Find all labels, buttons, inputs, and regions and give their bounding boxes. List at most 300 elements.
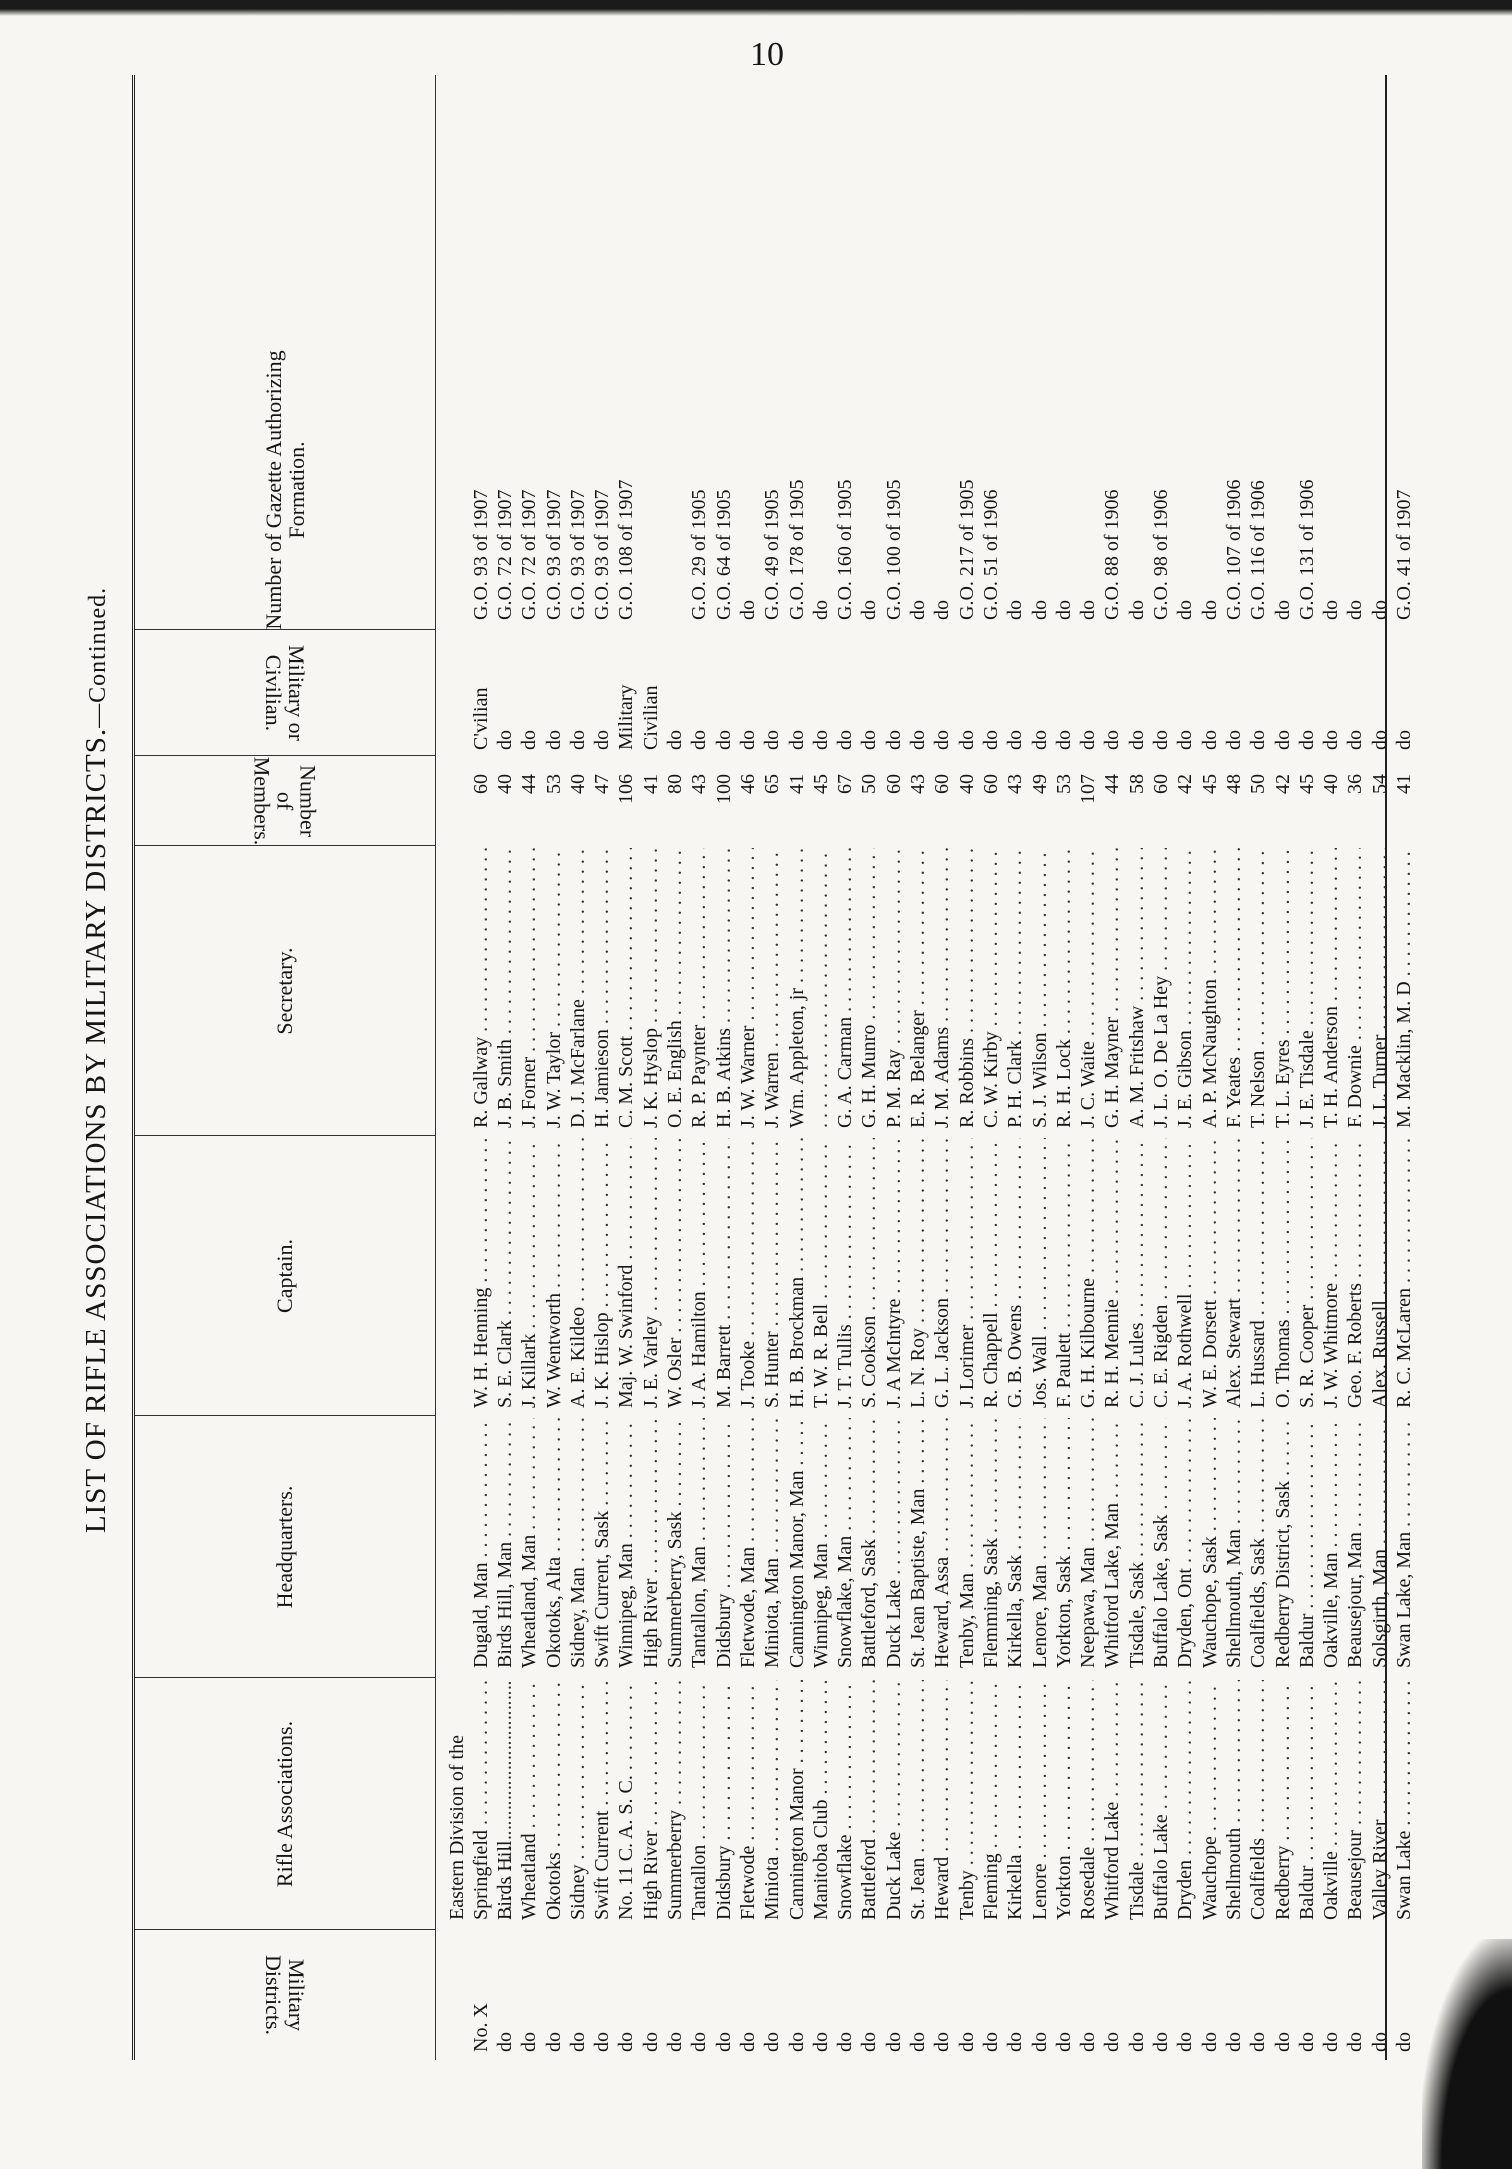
headquarters-cell: Oakville, Man . . . bbox=[1319, 1418, 1343, 1668]
secretary-cell: T. Nelson . . . bbox=[1246, 848, 1270, 1128]
headquarters-cell: Swift Current, Sask . . . bbox=[590, 1418, 614, 1668]
secretary-cell: F. Downie . . . bbox=[1343, 848, 1367, 1128]
headquarters-cell: Baldur . . . bbox=[1295, 1418, 1319, 1668]
captain-cell: J. A. Hamilton . . . bbox=[687, 1138, 711, 1408]
district-cell: do bbox=[688, 2032, 711, 2052]
military-civilian-cell: do bbox=[1295, 730, 1318, 750]
members-cell: 60 bbox=[882, 774, 905, 794]
members-cell: 46 bbox=[736, 774, 759, 794]
district-cell: do bbox=[1004, 2032, 1027, 2052]
table-row bbox=[1076, 75, 1100, 2060]
district-cell: do bbox=[542, 2032, 565, 2052]
table-row bbox=[1271, 75, 1295, 2060]
captain-cell: J. Killark . . . bbox=[517, 1138, 541, 1408]
table-row bbox=[1100, 75, 1124, 2060]
headquarters-cell: Snowflake, Man . . . bbox=[833, 1418, 857, 1668]
district-cell: do bbox=[664, 2032, 687, 2052]
association-cell: Wauchope . . . bbox=[1198, 1680, 1222, 1920]
military-civilian-cell: do bbox=[664, 730, 687, 750]
secretary-cell: A. M. Fritshaw . . . bbox=[1125, 848, 1149, 1128]
military-civilian-cell: C'vilian bbox=[470, 687, 492, 750]
military-civilian-cell: do bbox=[518, 730, 541, 750]
members-cell: 106 bbox=[615, 774, 638, 804]
gazette-cell: G.O. 108 of 1907 bbox=[615, 479, 638, 620]
members-cell: 53 bbox=[1052, 774, 1075, 794]
secretary-cell: E. R. Belanger . . . bbox=[906, 848, 930, 1128]
secretary-cell: G. H. Munro . . . bbox=[857, 848, 881, 1128]
table-body bbox=[445, 75, 1416, 2060]
captain-cell: J. W. Whitmore . . . bbox=[1319, 1138, 1343, 1408]
captain-cell: J. K. Hislop . . . bbox=[590, 1138, 614, 1408]
gazette-cell: G.O. 107 of 1906 bbox=[1222, 479, 1245, 620]
headquarters-cell: Wauchope, Sask . . . bbox=[1198, 1418, 1222, 1668]
captain-cell: C. J. Lules . . . bbox=[1125, 1138, 1149, 1408]
gazette-cell: G.O. 64 of 1905 bbox=[712, 489, 735, 620]
association-cell: St. Jean . . . bbox=[906, 1680, 930, 1920]
district-cell: do bbox=[736, 2032, 759, 2052]
military-civilian-cell: do bbox=[566, 730, 589, 750]
gazette-cell: do bbox=[1344, 600, 1367, 620]
header-number-of-members: Number of Members. bbox=[135, 755, 435, 846]
page-number: 10 bbox=[750, 36, 784, 73]
headquarters-cell: Swan Lake, Man . . . bbox=[1392, 1418, 1416, 1668]
association-cell: Yorkton . . . bbox=[1052, 1680, 1076, 1920]
secretary-cell: C. M. Scott . . . bbox=[614, 848, 638, 1128]
district-cell: do bbox=[1052, 2032, 1075, 2052]
title-suffix: —Continued. bbox=[85, 586, 111, 728]
members-cell: 65 bbox=[761, 774, 784, 794]
military-civilian-cell: do bbox=[1368, 730, 1391, 750]
association-cell: Wheatland . . . bbox=[517, 1680, 541, 1920]
table-row bbox=[663, 75, 687, 2060]
secretary-cell: C. W. Kirby . . . bbox=[979, 848, 1003, 1128]
secretary-cell: J. M. Adams . . . bbox=[930, 848, 954, 1128]
headquarters-cell: Cannington Manor, Man . . . bbox=[785, 1418, 809, 1668]
captain-cell: M. Barrett . . . bbox=[712, 1138, 736, 1408]
headquarters-cell: Neepawa, Man . . . bbox=[1076, 1418, 1100, 1668]
district-cell: do bbox=[1150, 2032, 1173, 2052]
headquarters-cell: Battleford, Sask . . . bbox=[857, 1418, 881, 1668]
captain-cell: Maj. W. Swinford . . . bbox=[614, 1138, 638, 1408]
military-civilian-cell: do bbox=[1125, 730, 1148, 750]
headquarters-cell: Tenby, Man . . . bbox=[955, 1418, 979, 1668]
district-cell: do bbox=[591, 2032, 614, 2052]
military-civilian-cell: do bbox=[688, 730, 711, 750]
members-cell: 60 bbox=[979, 774, 1002, 794]
secretary-cell: A. P. McNaughton . . . bbox=[1198, 848, 1222, 1128]
association-cell: No. 11 C. A. S. C. . . . bbox=[614, 1680, 638, 1920]
secretary-cell: D. J. McFarlane . . . bbox=[566, 848, 590, 1128]
members-cell: 40 bbox=[955, 774, 978, 794]
military-civilian-cell: do bbox=[907, 730, 930, 750]
association-cell: Manitoba Club . . . bbox=[809, 1680, 833, 1920]
captain-cell: Jos. Wall . . . bbox=[1028, 1138, 1052, 1408]
district-cell: do bbox=[1271, 2032, 1294, 2052]
association-cell: Dryden . . . bbox=[1173, 1680, 1197, 1920]
header-secretary: Secretary. bbox=[135, 845, 435, 1136]
members-cell: 54 bbox=[1368, 774, 1391, 794]
gazette-cell: G.O. 217 of 1905 bbox=[955, 479, 978, 620]
association-cell: Eastern Division of the Springfield . . . bbox=[445, 1680, 517, 1920]
table-row bbox=[1003, 75, 1027, 2060]
association-cell: Didsbury . . . bbox=[712, 1680, 736, 1920]
military-civilian-cell: do bbox=[542, 730, 565, 750]
headquarters-cell: Birds Hill, Man . . . bbox=[493, 1418, 517, 1668]
gazette-cell: G.O. 100 of 1905 bbox=[882, 479, 905, 620]
secretary-cell: F. Yeates . . . bbox=[1222, 848, 1246, 1128]
headquarters-cell: Wheatland, Man . . . bbox=[517, 1418, 541, 1668]
page-edge-shadow bbox=[0, 0, 1512, 16]
members-cell: 45 bbox=[809, 774, 832, 794]
members-cell: 44 bbox=[1101, 774, 1124, 794]
military-civilian-cell: do bbox=[931, 730, 954, 750]
gazette-cell: G.O. 93 of 1907 bbox=[591, 489, 614, 620]
gazette-cell: do bbox=[858, 600, 881, 620]
members-cell: 107 bbox=[1077, 774, 1100, 804]
captain-cell: S. Cookson . . . bbox=[857, 1138, 881, 1408]
military-civilian-cell: do bbox=[1052, 730, 1075, 750]
gazette-cell: G.O. 72 of 1907 bbox=[494, 489, 516, 620]
title-text: LIST OF RIFLE ASSOCIATIONS BY MILITARY DISTRICTS. bbox=[80, 727, 112, 1534]
gazette-cell: do bbox=[809, 600, 832, 620]
headquarters-cell: Sidney, Man . . . bbox=[566, 1418, 590, 1668]
military-civilian-cell: do bbox=[1320, 730, 1343, 750]
captain-cell: G. L. Jackson . . . bbox=[930, 1138, 954, 1408]
headquarters-cell: Flemming, Sask . . . bbox=[979, 1418, 1003, 1668]
association-cell: Shellmouth . . . bbox=[1222, 1680, 1246, 1920]
table-row bbox=[542, 75, 566, 2060]
district-cell: do bbox=[858, 2032, 881, 2052]
district-cell: do bbox=[979, 2032, 1002, 2052]
district-cell: do bbox=[785, 2032, 808, 2052]
gazette-cell: G.O. 41 of 1907 bbox=[1392, 489, 1415, 620]
district-cell: do bbox=[1222, 2032, 1245, 2052]
district-cell: do bbox=[761, 2032, 784, 2052]
captain-cell: R. Chappell . . . bbox=[979, 1138, 1003, 1408]
association-cell: Fletwode . . . bbox=[736, 1680, 760, 1920]
members-cell: 41 bbox=[1392, 774, 1415, 794]
members-cell: 47 bbox=[591, 774, 614, 794]
district-cell: do bbox=[1028, 2032, 1051, 2052]
table-row bbox=[760, 75, 784, 2060]
gazette-cell: G.O. 72 of 1907 bbox=[518, 489, 541, 620]
secretary-cell: O. E. English . . . bbox=[663, 848, 687, 1128]
captain-cell: Alex. Russell . . . bbox=[1368, 1138, 1392, 1408]
association-cell: Fleming . . . bbox=[979, 1680, 1003, 1920]
table-row bbox=[736, 75, 760, 2060]
district-cell: do bbox=[1174, 2032, 1197, 2052]
table-row bbox=[882, 75, 906, 2060]
table-row bbox=[1343, 75, 1367, 2060]
association-cell: Miniota . . . bbox=[760, 1680, 784, 1920]
military-civilian-cell: do bbox=[1028, 730, 1051, 750]
association-cell: Okotoks . . . bbox=[542, 1680, 566, 1920]
table-row bbox=[785, 75, 809, 2060]
district-cell: do bbox=[1125, 2032, 1148, 2052]
association-cell: Duck Lake . . . bbox=[882, 1680, 906, 1920]
table-row bbox=[1319, 75, 1343, 2060]
military-civilian-cell: do bbox=[979, 730, 1002, 750]
gazette-cell: G.O. 93 of 1907 bbox=[542, 489, 565, 620]
association-cell: Tenby . . . bbox=[955, 1680, 979, 1920]
military-civilian-cell: do bbox=[1222, 730, 1245, 750]
secretary-cell: R. Robbins . . . bbox=[955, 848, 979, 1128]
military-civilian-cell: do bbox=[834, 730, 857, 750]
captain-cell: S. Hunter . . . bbox=[760, 1138, 784, 1408]
members-cell: 45 bbox=[1198, 774, 1221, 794]
members-cell: 43 bbox=[907, 774, 930, 794]
captain-cell: J. T. Tullis . . . bbox=[833, 1138, 857, 1408]
district-cell: do bbox=[931, 2032, 954, 2052]
district-cell: do bbox=[834, 2032, 857, 2052]
district-cell: do bbox=[1295, 2032, 1318, 2052]
district-cell: No. X bbox=[470, 2003, 492, 2052]
table-row bbox=[712, 75, 736, 2060]
captain-cell: Alex. Stewart . . . bbox=[1222, 1138, 1246, 1408]
district-cell: do bbox=[1320, 2032, 1343, 2052]
captain-cell: H. B. Brockman . . . bbox=[785, 1138, 809, 1408]
members-cell: 100 bbox=[712, 774, 735, 804]
gazette-cell: G.O. 49 of 1905 bbox=[761, 489, 784, 620]
gazette-cell: do bbox=[1004, 600, 1027, 620]
district-cell: do bbox=[809, 2032, 832, 2052]
military-civilian-cell: do bbox=[1004, 730, 1027, 750]
table-frame bbox=[132, 75, 1415, 2060]
secretary-cell: R. H. Lock . . . bbox=[1052, 848, 1076, 1128]
table-row bbox=[614, 75, 638, 2060]
gazette-cell: do bbox=[1077, 600, 1100, 620]
captain-cell: R. C. McLaren . . . bbox=[1392, 1138, 1416, 1408]
headquarters-cell: Yorkton, Sask . . . bbox=[1052, 1418, 1076, 1668]
association-cell: Battleford . . . bbox=[857, 1680, 881, 1920]
table-row bbox=[1125, 75, 1149, 2060]
military-civilian-cell: do bbox=[1198, 730, 1221, 750]
association-cell: Cannington Manor . . . bbox=[785, 1680, 809, 1920]
military-civilian-cell: do bbox=[809, 730, 832, 750]
captain-cell: S. R. Cooper . . . bbox=[1295, 1138, 1319, 1408]
association-cell: Swan Lake . . . bbox=[1392, 1680, 1416, 1920]
captain-cell: A. E. Kildeo . . . bbox=[566, 1138, 590, 1408]
headquarters-cell: Fletwode, Man . . . bbox=[736, 1418, 760, 1668]
table-row bbox=[517, 75, 541, 2060]
gazette-cell: do bbox=[931, 600, 954, 620]
header-gazette: Number of Gazette Authorizing Formation. bbox=[260, 350, 309, 630]
captain-cell: O. Thomas . . . bbox=[1271, 1138, 1295, 1408]
secretary-cell: T. L. Eyres . . . bbox=[1271, 848, 1295, 1128]
captain-cell: F. Paulett . . . bbox=[1052, 1138, 1076, 1408]
table-row bbox=[1222, 75, 1246, 2060]
military-civilian-cell: Military bbox=[615, 684, 638, 750]
association-cell: Whitford Lake . . . bbox=[1100, 1680, 1124, 1920]
secretary-cell: J. L. O. De La Hey . . . bbox=[1149, 848, 1173, 1128]
headquarters-cell: Summerberry, Sask . . . bbox=[663, 1418, 687, 1668]
headquarters-cell: Duck Lake . . . bbox=[882, 1418, 906, 1668]
table-row bbox=[590, 75, 614, 2060]
members-cell: 53 bbox=[542, 774, 565, 794]
secretary-cell: T. H. Anderson . . . bbox=[1319, 848, 1343, 1128]
military-civilian-cell: do bbox=[494, 730, 516, 750]
association-cell: Birds Hill . . . bbox=[493, 1680, 517, 1920]
secretary-cell: P. H. Clark . . . bbox=[1003, 848, 1027, 1128]
secretary-cell: J. E. Tisdale . . . bbox=[1295, 848, 1319, 1128]
captain-cell: J. Lorimer . . . bbox=[955, 1138, 979, 1408]
table-row bbox=[445, 75, 493, 2060]
military-civilian-cell: do bbox=[1077, 730, 1100, 750]
gazette-cell: do bbox=[1174, 600, 1197, 620]
gazette-cell: G.O. 88 of 1906 bbox=[1101, 489, 1124, 620]
members-cell: 67 bbox=[834, 774, 857, 794]
military-civilian-cell: Civilian bbox=[639, 685, 662, 750]
gazette-cell: do bbox=[1028, 600, 1051, 620]
members-cell: 42 bbox=[1271, 774, 1294, 794]
military-civilian-cell: do bbox=[1271, 730, 1294, 750]
military-civilian-cell: do bbox=[736, 730, 759, 750]
header-rifle-associations: Rifle Associations. bbox=[135, 1677, 435, 1930]
captain-cell: C. E. Rigden . . . bbox=[1149, 1138, 1173, 1408]
association-cell: Swift Current . . . bbox=[590, 1680, 614, 1920]
military-civilian-cell: do bbox=[1344, 730, 1367, 750]
district-cell: do bbox=[712, 2032, 735, 2052]
gazette-cell: do bbox=[1368, 600, 1391, 620]
military-civilian-cell: do bbox=[1247, 730, 1270, 750]
members-cell: 60 bbox=[1150, 774, 1173, 794]
gazette-cell: G.O. 93 of 1907 bbox=[566, 489, 589, 620]
captain-cell: W. H. Henning . . . bbox=[469, 1138, 493, 1408]
secretary-cell: J. W. Taylor . . . bbox=[542, 848, 566, 1128]
headquarters-cell: Shellmouth, Man . . . bbox=[1222, 1418, 1246, 1668]
members-cell: 36 bbox=[1344, 774, 1367, 794]
members-cell: 80 bbox=[664, 774, 687, 794]
table-row bbox=[493, 75, 517, 2060]
header-rule bbox=[435, 75, 436, 2060]
military-civilian-cell: do bbox=[1101, 730, 1124, 750]
table-row bbox=[930, 75, 954, 2060]
table-row bbox=[1173, 75, 1197, 2060]
table-row bbox=[857, 75, 881, 2060]
rotated-table-area bbox=[60, 50, 1460, 2070]
district-cell: do bbox=[518, 2032, 541, 2052]
captain-cell: L. Hussard . . . bbox=[1246, 1138, 1270, 1408]
header-military-districts: Military Districts. bbox=[135, 1929, 435, 2060]
captain-cell: W. E. Dorsett . . . bbox=[1198, 1138, 1222, 1408]
association-cell: Redberry . . . bbox=[1271, 1680, 1295, 1920]
military-civilian-cell: do bbox=[1150, 730, 1173, 750]
gazette-cell: G.O. 98 of 1906 bbox=[1150, 489, 1173, 620]
members-cell: 60 bbox=[931, 774, 954, 794]
members-cell: 40 bbox=[494, 774, 516, 794]
association-cell: Lenore . . . bbox=[1028, 1680, 1052, 1920]
captain-cell: L. N. Roy . . . bbox=[906, 1138, 930, 1408]
association-cell: Valley River . . . bbox=[1368, 1680, 1392, 1920]
military-civilian-cell: do bbox=[591, 730, 614, 750]
members-cell: 50 bbox=[858, 774, 881, 794]
headquarters-cell: Winnipeg, Man . . . bbox=[614, 1418, 638, 1668]
headquarters-cell: Dugald, Man . . . bbox=[469, 1418, 493, 1668]
district-cell: do bbox=[1247, 2032, 1270, 2052]
district-cell: do bbox=[1392, 2032, 1415, 2052]
headquarters-cell: Whitford Lake, Man . . . bbox=[1100, 1418, 1124, 1668]
captain-cell: G. H. Kilbourne . . . bbox=[1076, 1138, 1100, 1408]
secretary-cell bbox=[809, 848, 833, 1128]
captain-cell: G. B. Owens . . . bbox=[1003, 1138, 1027, 1408]
table-row bbox=[979, 75, 1003, 2060]
members-cell: 50 bbox=[1247, 774, 1270, 794]
members-cell: 43 bbox=[1004, 774, 1027, 794]
gazette-cell: do bbox=[907, 600, 930, 620]
association-cell: Tantallon . . . bbox=[687, 1680, 711, 1920]
association-cell: Rosedale . . . bbox=[1076, 1680, 1100, 1920]
secretary-cell: J. W. Warner . . . bbox=[736, 848, 760, 1128]
military-civilian-cell: do bbox=[882, 730, 905, 750]
gazette-cell: do bbox=[1320, 600, 1343, 620]
gazette-cell: do bbox=[1198, 600, 1221, 620]
table-row bbox=[955, 75, 979, 2060]
headquarters-cell: High River . . . bbox=[639, 1418, 663, 1668]
association-cell: Oakville . . . bbox=[1319, 1680, 1343, 1920]
secretary-cell: G. H. Mayner . . . bbox=[1100, 848, 1124, 1128]
headquarters-cell: Didsbury . . . bbox=[712, 1418, 736, 1668]
secretary-cell: J. K. Hyslop . . . bbox=[639, 848, 663, 1128]
members-cell: 42 bbox=[1174, 774, 1197, 794]
document-title bbox=[80, 50, 113, 2070]
association-cell: Tisdale . . . bbox=[1125, 1680, 1149, 1920]
district-cell: do bbox=[907, 2032, 930, 2052]
military-civilian-cell: do bbox=[761, 730, 784, 750]
members-cell: 44 bbox=[518, 774, 541, 794]
table-row bbox=[639, 75, 663, 2060]
table-row bbox=[1392, 75, 1416, 2060]
headquarters-cell: Coalfields, Sask . . . bbox=[1246, 1418, 1270, 1668]
gazette-cell: do bbox=[736, 600, 759, 620]
military-civilian-cell: do bbox=[1392, 730, 1415, 750]
captain-cell: J. A. Rothwell . . . bbox=[1173, 1138, 1197, 1408]
military-civilian-cell: do bbox=[712, 730, 735, 750]
table-row bbox=[1368, 75, 1392, 2060]
members-cell: 43 bbox=[688, 774, 711, 794]
secretary-cell: M. Macklin, M. D . . . bbox=[1392, 848, 1416, 1128]
secretary-cell: H. B. Atkins . . . bbox=[712, 848, 736, 1128]
captain-cell: W. Osler . . . bbox=[663, 1138, 687, 1408]
captain-cell: W. Wentworth . . . bbox=[542, 1138, 566, 1408]
association-cell: Kirkella . . . bbox=[1003, 1680, 1027, 1920]
captain-cell: J. A McIntyre . . . bbox=[882, 1138, 906, 1408]
headquarters-cell: Redberry District, Sask . . . bbox=[1271, 1418, 1295, 1668]
gazette-cell: G.O. 29 of 1905 bbox=[688, 489, 711, 620]
headquarters-cell: Dryden, Ont . . . bbox=[1173, 1418, 1197, 1668]
association-cell: Summerberry . . . bbox=[663, 1680, 687, 1920]
secretary-cell: J. B. Smith . . . bbox=[493, 848, 517, 1128]
gazette-cell: G.O. 178 of 1905 bbox=[785, 479, 808, 620]
military-civilian-cell: do bbox=[1174, 730, 1197, 750]
secretary-cell: R. P. Paynter . . . bbox=[687, 848, 711, 1128]
table-row bbox=[566, 75, 590, 2060]
association-cell: Baldur . . . bbox=[1295, 1680, 1319, 1920]
district-cell: do bbox=[1198, 2032, 1221, 2052]
association-cell: Heward . . . bbox=[930, 1680, 954, 1920]
table-row bbox=[1028, 75, 1052, 2060]
gazette-cell: do bbox=[1052, 600, 1075, 620]
headquarters-cell: Buffalo Lake, Sask . . . bbox=[1149, 1418, 1173, 1668]
table-row bbox=[1246, 75, 1270, 2060]
association-cell: Snowflake . . . bbox=[833, 1680, 857, 1920]
headquarters-cell: Okotoks, Alta . . . bbox=[542, 1418, 566, 1668]
members-cell: 40 bbox=[1320, 774, 1343, 794]
captain-cell: J. Tooke . . . bbox=[736, 1138, 760, 1408]
members-cell: 41 bbox=[785, 774, 808, 794]
members-cell: 45 bbox=[1295, 774, 1318, 794]
district-cell: do bbox=[494, 2032, 516, 2052]
district-cell: do bbox=[1101, 2032, 1124, 2052]
